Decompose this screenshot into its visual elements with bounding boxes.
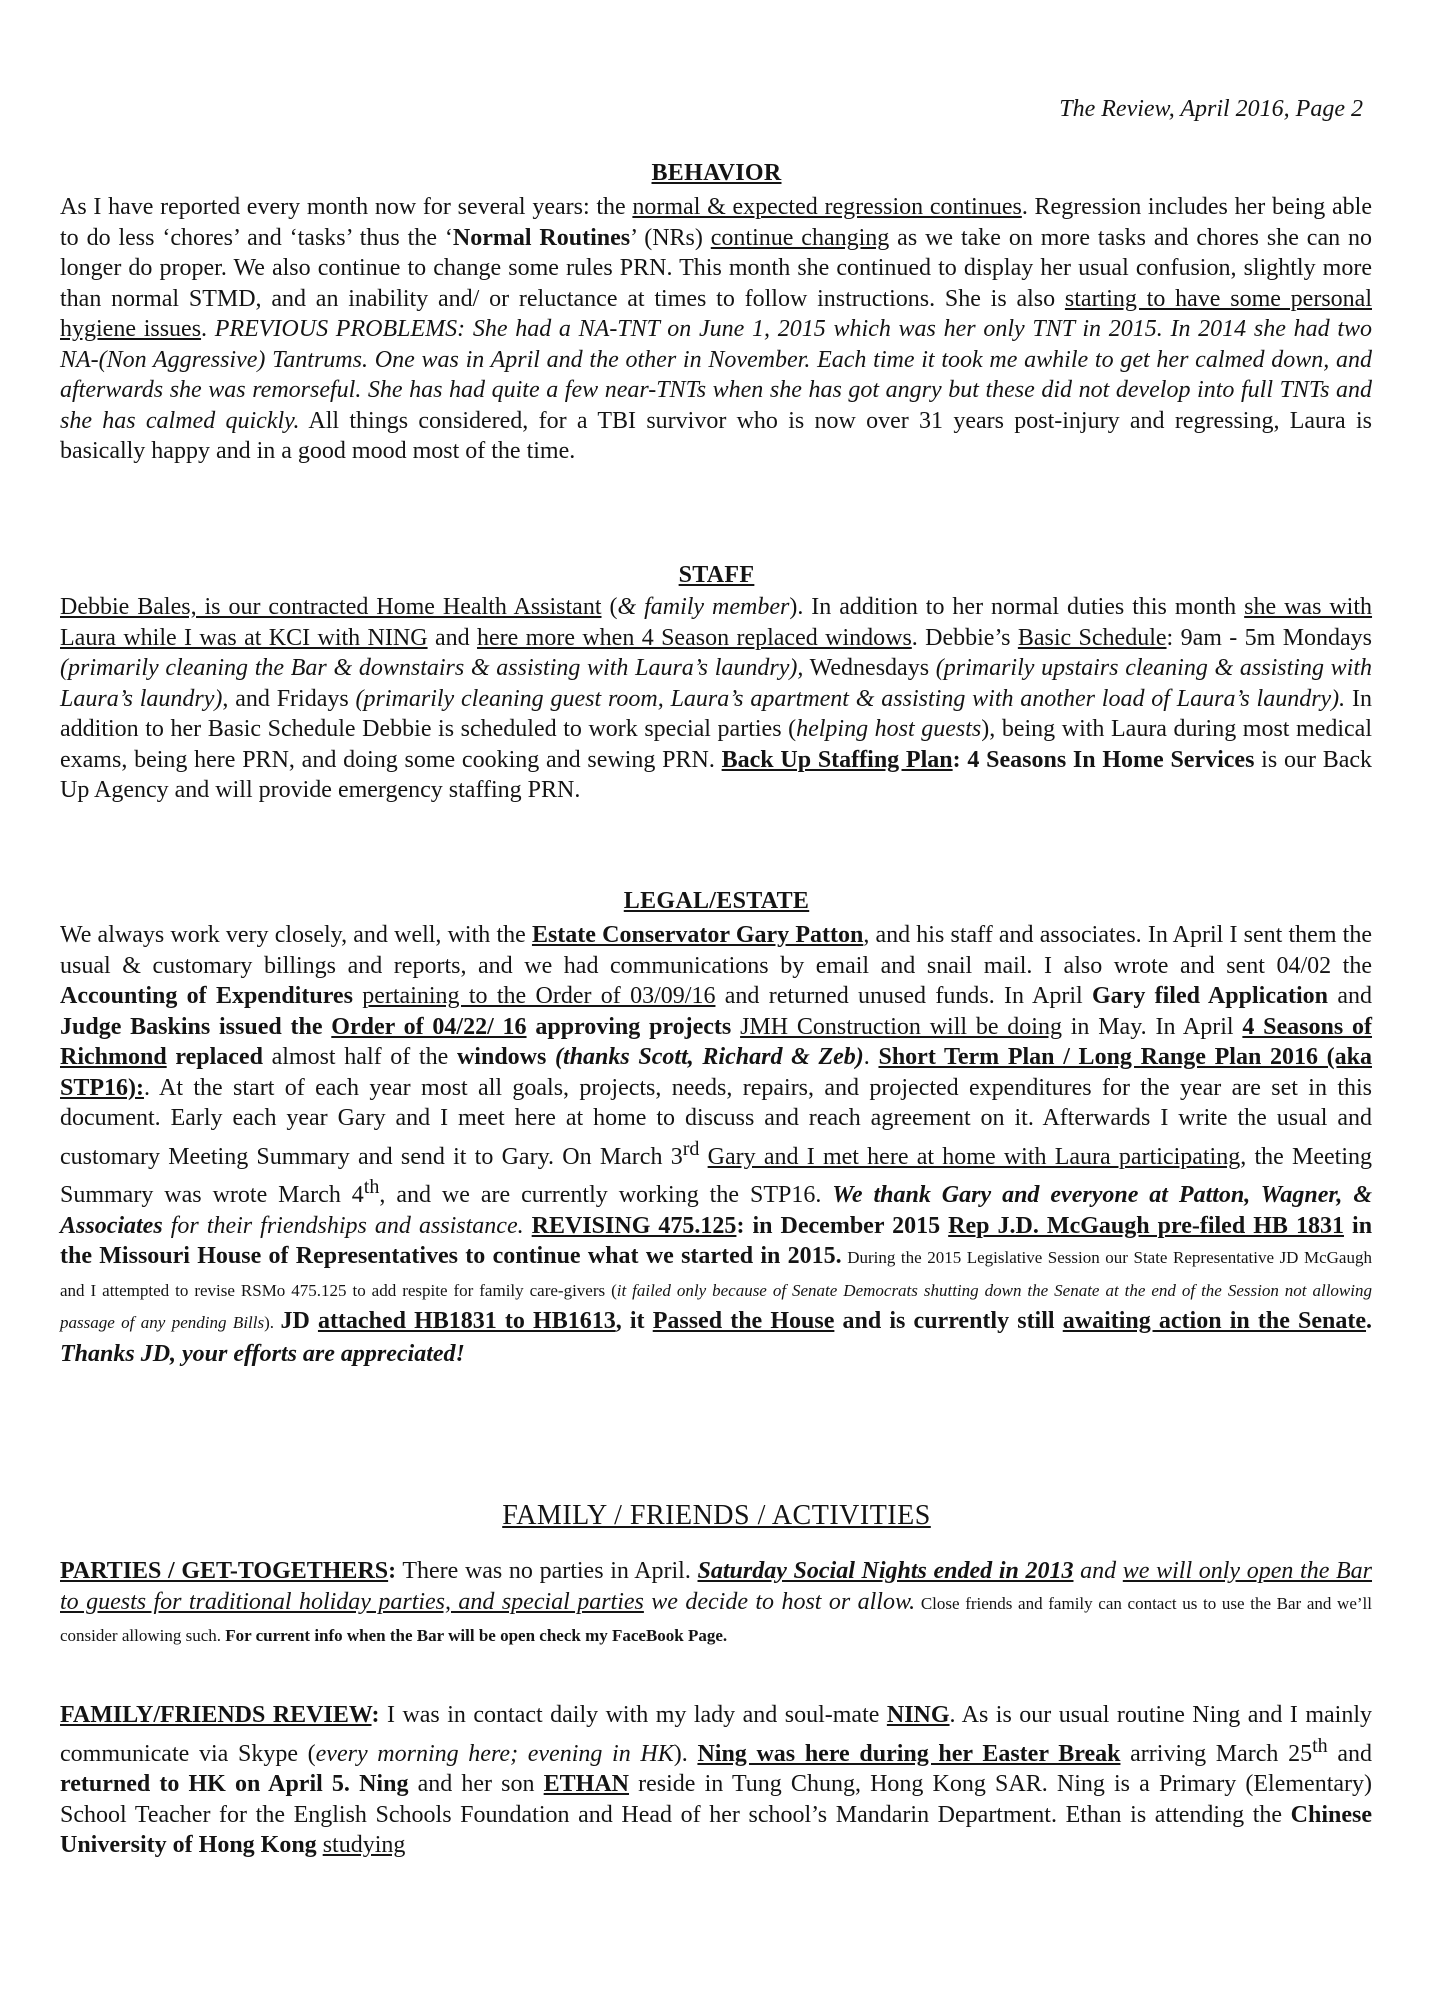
legal-estate-heading: LEGAL/ESTATE [623,888,810,914]
running-head: The Review, April 2016, Page 2 [1059,96,1363,122]
behavior-paragraph: As I have reported every month now for several years: the normal & expected regression continues. Regression includes her being able to do less ‘chores’ and ‘tasks’ thus the ‘Normal Routines’ (NRs) continue changing as we take on more tasks and chores she can no longer do proper. We also continue to change some rules PRN. This month she continued to display her usual confusion, slightly more than normal STMD, and an inability and/ or reluctance at times to follow instructions. She is also starting to have some personal hygiene issues. PREVIOUS PROBLEMS: She had a NA-TNT on June 1, 2015 which was her only TNT in 2015. In 2014 she had two NA-(Non Aggressive) Tantrums. One was in April and the other in November. Each time it took me awhile to get her calmed down, and afterwards she was remorseful. She has had quite a few near-TNTs when she has got angry but these did not develop into full TNTs and she has calmed quickly. All things considered, for a TBI survivor who is now over 31 years post-injury and regressing, Laura is basically happy and in a good mood most of the time. [60,194,1373,464]
staff-heading: STAFF [678,562,755,588]
family-friends-activities-heading: FAMILY / FRIENDS / ACTIVITIES [502,1500,931,1531]
staff-paragraph: Debbie Bales, is our contracted Home Health Assistant (& family member). In addition to her normal duties this month she was with Laura while I was at KCI with NING and here more when 4 Season replaced windows. Debbie’s Basic Schedule: 9am - 5m Mondays (primarily cleaning the Bar & downstairs & assisting with Laura’s laundry), Wednesdays (primarily upstairs cleaning & assisting with Laura’s laundry), and Fridays (primarily cleaning guest room, Laura’s apartment & assisting with another load of Laura’s laundry). In addition to her Basic Schedule Debbie is scheduled to work special parties (helping host guests), being with Laura during most medical exams, being here PRN, and doing some cooking and sewing PRN. Back Up Staffing Plan: 4 Seasons In Home Services is our Back Up Agency and will provide emergency staffing PRN. [60,594,1373,803]
behavior-heading: BEHAVIOR [651,160,782,186]
family-friends-review-paragraph: FAMILY/FRIENDS REVIEW: I was in contact daily with my lady and soul-mate NING. As is our usual routine Ning and I mainly communicate via Skype (every morning here; evening in HK). Ning was here during her Easter Break arriving March 25th and returned to HK on April 5. Ning and her son ETHAN reside in Tung Chung, Hong Kong SAR. Ning is a Primary (Elementary) School Teacher for the English Schools Foundation and Head of her school’s Mandarin Department. Ethan is attending the Chinese University of Hong Kong studying [60,1702,1373,1858]
parties-paragraph: PARTIES / GET-TOGETHERS: There was no parties in April. Saturday Social Nights ended in 2013 and we will only open the Bar to guests for traditional holiday parties, and special parties we decide to host or allow. Close friends and family can contact us to use the Bar and we’ll consider allowing such. For current info when the Bar will be open check my FaceBook Page. [60,1558,1373,1645]
legal-estate-paragraph: We always work very closely, and well, with the Estate Conservator Gary Patton, and his staff and associates. In April I sent them the usual & customary billings and reports, and we had communications by email and snail mail. I also wrote and sent 04/02 the Accounting of Expenditures pertaining to the Order of 03/09/16 and returned unused funds. In April Gary filed Application and Judge Baskins issued the Order of 04/22/ 16 approving projects JMH Construction will be doing in May. In April 4 Seasons of Richmond replaced almost half of the windows (thanks Scott, Richard & Zeb). Short Term Plan / Long Range Plan 2016 (aka STP16):. At the start of each year most all goals, projects, needs, repairs, and projected expenditures for the year are set in this document. Early each year Gary and I meet here at home to discuss and reach agreement on it. Afterwards I write the usual and customary Meeting Summary and send it to Gary. On March 3rd Gary and I met here at home with Laura participating, the Meeting Summary was wrote March 4th, and we are currently working the STP16. We thank Gary and everyone at Patton, Wagner, & Associates for their friendships and assistance. REVISING 475.125: in December 2015 Rep J.D. McGaugh pre-filed HB 1831 in the Missouri House of Representatives to continue what we started in 2015. During the 2015 Legislative Session our State Representative JD McGaugh and I attempted to revise RSMo 475.125 to add respite for family care-givers (it failed only because of Senate Democrats shutting down the Senate at the end of the Session not allowing passage of any pending Bills). JD attached HB1831 to HB1613, it Passed the House and is currently still awaiting action in the Senate. Thanks JD, your efforts are appreciated! [60,922,1373,1367]
